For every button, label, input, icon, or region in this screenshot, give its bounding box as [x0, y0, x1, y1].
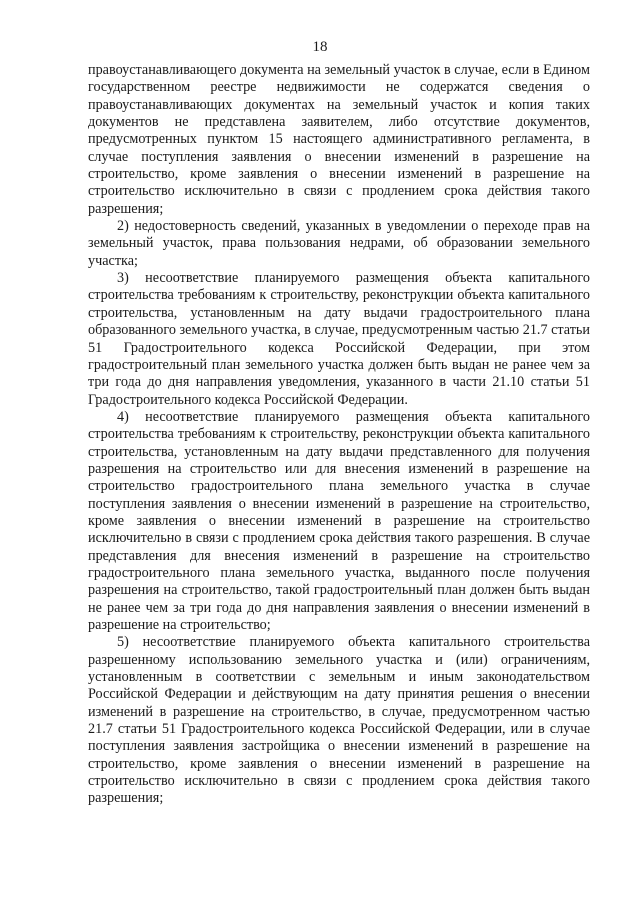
page-number: 18 [312, 39, 328, 55]
paragraph-item-3: 3) несоответствие планируемого размещения объекта капитального строительства требованиям к строительству, реконструкции объекта капитального строительства, установленным на дату выдачи градостроительного плана образованного земельного участка, в случае, предусмотренным частью 21.7 статьи 51 Градостроительного кодекса Российской Федерации, при этом градостроительный план земельного участка должен быть выдан не ранее чем за три года до дня направления уведомления, указанного в части 21.10 статьи 51 Градостроительного кодекса Российской Федерации. [88, 270, 590, 408]
paragraph-item-2: 2) недостоверность сведений, указанных в уведомлении о переходе прав на земельный участок, права пользования недрами, об образовании земельного участка; [88, 218, 590, 269]
paragraph-item-4: 4) несоответствие планируемого размещения объекта капитального строительства требованиям к строительству, реконструкции объекта капитального строительства, установленным на дату выдачи представленного для получения разрешения на строительство или для внесения изменений в разрешение на строительство градостроительного плана земельного участка в случае поступления заявления о внесении изменений в разрешение на строительство, кроме заявления о внесении изменений в разрешение на строительство исключительно в связи с продлением срока действия такого разрешения. В случае представления для внесения изменений в разрешение на строительство градостроительного плана земельного участка, выданного после получения разрешения на строительство, такой градостроительный план должен быть выдан не ранее чем за три года до дня направления заявления о внесении изменений в разрешение на строительство; [88, 408, 590, 633]
paragraph-continuation: правоустанавливающего документа на земельный участок в случае, если в Едином государственном реестре недвижимости не содержатся сведения о правоустанавливающих документах на земельный участок и копия таких документов не представлена заявителем, либо отсутствие документов, предусмотренных пунктом 15 настоящего административного регламента, в случае поступления заявления о внесении изменений в разрешение на строительство, кроме заявления о внесении изменений в разрешение на строительство исключительно в связи с продлением срока действия такого разрешения; [88, 62, 590, 217]
document-body [88, 62, 590, 808]
paragraph-item-5: 5) несоответствие планируемого объекта капитального строительства разрешенному использованию земельного участка и (или) ограничениям, установленным в соответствии с земельным и иным законодательством Российской Федерации и действующим на дату принятия решения о внесении изменений в разрешение на строительство, в случае, предусмотренном частью 21.7 статьи 51 Градостроительного кодекса Российской Федерации, или в случае поступления заявления застройщика о внесении изменений в разрешение на строительство, кроме заявления о внесении изменений в разрешение на строительство исключительно в связи с продлением срока действия такого разрешения; [88, 634, 590, 807]
